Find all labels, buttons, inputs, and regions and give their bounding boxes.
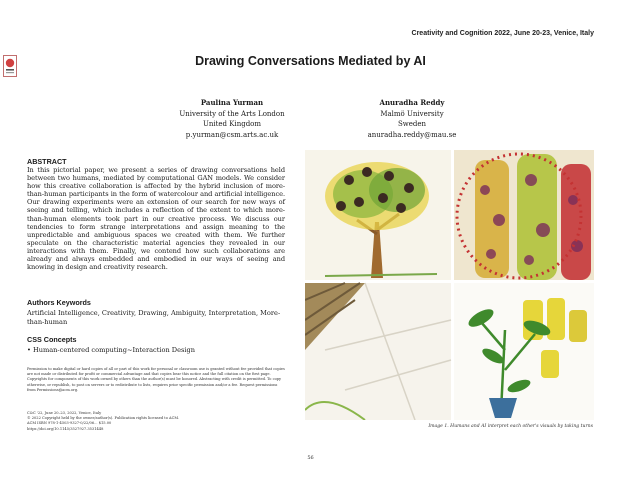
meta-line: © 2022 Copyright held by the owner/author(s). Publication rights licensed to ACM. [27,416,180,421]
paper-title: Drawing Conversations Mediated by AI [195,54,426,68]
meta-line: ACM ISBN 978-1-4503-9327-0/22/06... $15.00 [27,421,112,426]
author-email[interactable]: anuradha.reddy@mau.se [367,130,457,139]
author-country: Sweden [397,120,427,128]
painted-bottles-image [454,150,594,280]
conference-header: Creativity and Cognition 2022, June 20-23, Venice, Italy [411,30,594,37]
permission-notice: Permission to make digital or hard copies of all or part of this work for personal or classroom use is granted without fee provided that copies are not made or distributed for profit or commercial advantage and that copies bear this notice and the full citation on the first page. Copyrights for components of this work owned by others than the author(s) must be honored. Abstracting with credit is permitted. To copy otherwise, or republish, to post on servers or to redistribute to lists, requires prior specific permission and/or a fee. Request permissions from Permissions@acm.org. [27,367,285,392]
tree-drawing-image [305,150,451,280]
author-block [152,98,312,140]
author-name: Anuradha Reddy [379,98,445,107]
author-country: United Kingdom [202,120,262,128]
ccs-heading: CSS Concepts [27,335,77,344]
author-name: Paulina Yurman [200,98,264,107]
doi-link[interactable]: https://doi.org/10.1145/3527927.3531448 [27,426,104,431]
author-affiliation: Malmö University [380,109,444,118]
ccs-text: • Human-centered computing~Interaction Design [27,346,195,354]
figure-caption: Image 1. Humans and AI interpret each other's visuals by taking turns [428,424,593,429]
keywords-heading: Authors Keywords [27,298,91,307]
abstract-text: In this pictorial paper, we present a series of drawing conversations held between two humans, mediated by computational GAN models. We consider how this creative collaboration is affected by the hybrid inclusion of more-than-human participants in the form of watercolour and artificial intelligence. Our drawing experiments were an extension of our search for new ways of seeing and telling, which includes a reflection of the extent to which more-than-human elements took part in our creative process. We discuss our tendencies to form strange interpretations and assign meaning to the unpredictable and ambiguous spaces we created with them. We further speculate on the characteristic material agencies they revealed in our interactions with them. Finally, we contend how such collaborations are already and always embedded and embodied in our ways of seeing and knowing in design and creativity research. [27,166,285,272]
author-affiliation: University of the Arts London [179,109,285,118]
publication-meta [27,411,285,432]
page-number: 56 [307,455,314,461]
author-email[interactable]: p.yurman@csm.arts.ac.uk [185,130,279,139]
meta-line: C&C '22, June 20–23, 2022, Venice, Italy [27,411,102,415]
plant-bottles-image [454,283,594,420]
tiles-image [305,283,451,420]
keywords-text: Artificial Intelligence, Creativity, Drawing, Ambiguity, Interpretation, More-than-human [27,309,281,326]
abstract-heading: ABSTRACT [27,157,67,166]
figure-collage [305,150,594,420]
author-block [332,98,492,140]
